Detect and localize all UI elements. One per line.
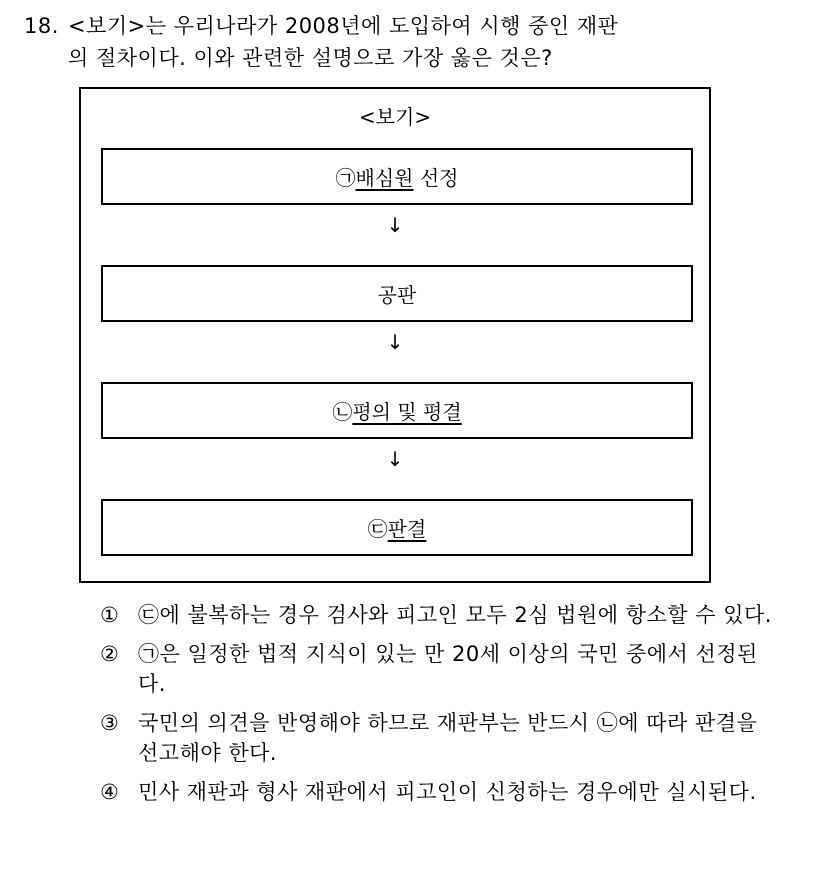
choice-text: ㉢에 불복하는 경우 검사와 피고인 모두 2심 법원에 항소할 수 있다. <box>138 603 772 627</box>
bogi-title: <보기> <box>358 105 432 129</box>
choice-text: 민사 재판과 형사 재판에서 피고인이 신청하는 경우에만 실시된다. <box>138 780 757 804</box>
step-marker-c: ㉢ <box>367 517 388 541</box>
step-jury-selection <box>101 148 693 205</box>
bogi-box <box>79 87 711 583</box>
step-marker-a: ㉠ <box>335 166 356 190</box>
choice-4[interactable] <box>100 777 800 807</box>
choice-number: ④ <box>100 780 120 804</box>
question-line-1 <box>24 10 804 42</box>
choice-1[interactable] <box>100 600 800 630</box>
step-judgment <box>101 499 693 556</box>
choice-3[interactable] <box>100 708 800 768</box>
step-rest-a: 선정 <box>413 166 459 190</box>
step-deliberation-verdict <box>101 382 693 439</box>
step-underlined-c: 판결 <box>387 517 427 541</box>
question-stem <box>24 10 804 74</box>
down-arrow-icon: ↓ <box>386 447 404 471</box>
answer-choices <box>100 600 800 816</box>
choice-text: ㉠은 일정한 법적 지식이 있는 만 20세 이상의 국민 중에서 선정된다. <box>138 642 758 696</box>
step-marker-b: ㉡ <box>332 400 353 424</box>
down-arrow-icon: ↓ <box>386 213 404 237</box>
question-text-1: <보기>는 우리나라가 2008년에 도입하여 시행 중인 재판 <box>68 14 619 38</box>
choice-number: ① <box>100 603 120 627</box>
choice-text: 국민의 의견을 반영해야 하므로 재판부는 반드시 ㉡에 따라 판결을 선고해야 한다. <box>138 711 758 765</box>
choice-2[interactable] <box>100 639 800 699</box>
choice-number: ② <box>100 642 120 666</box>
choice-number: ③ <box>100 711 120 735</box>
step-underlined-a: 배심원 <box>355 166 414 190</box>
step-underlined-b: 평의 및 평결 <box>352 400 462 424</box>
question-line-2: 의 절차이다. 이와 관련한 설명으로 가장 옳은 것은? <box>68 46 553 70</box>
question-number: 18. <box>24 14 59 38</box>
step-trial <box>101 265 693 322</box>
down-arrow-icon: ↓ <box>386 330 404 354</box>
step-rest-b: 공판 <box>377 283 417 307</box>
